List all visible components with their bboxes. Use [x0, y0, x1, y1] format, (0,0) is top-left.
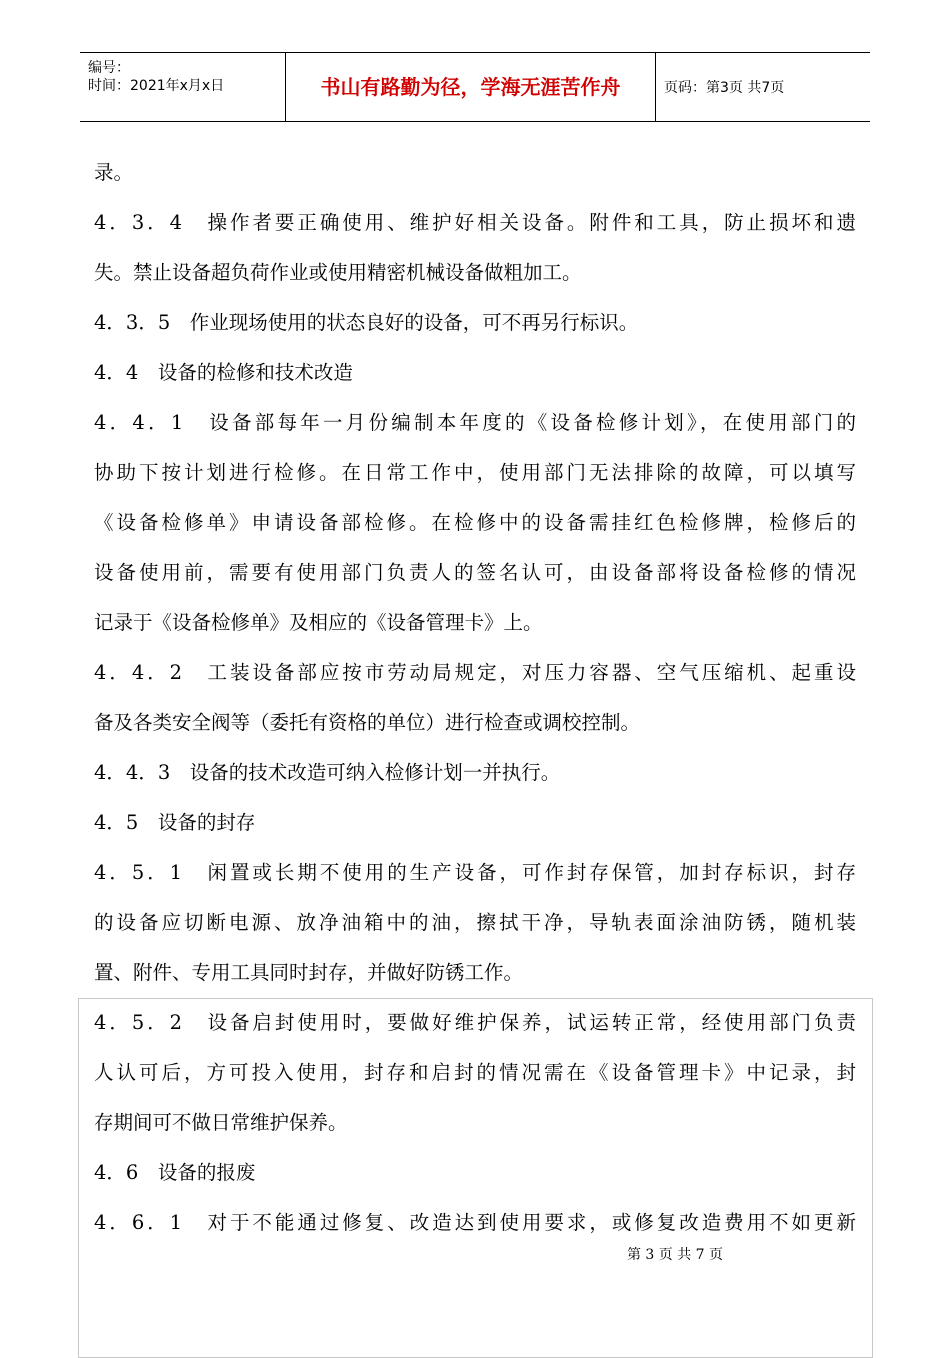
- text-line: 4．4．3 设备的技术改造可纳入检修计划一并执行。: [94, 761, 561, 784]
- page-footer: 第 3 页 共 7 页: [626, 1247, 724, 1263]
- text-line: 4．4．1 设备部每年一月份编制本年度的《设备检修计划》，在使用部门的: [94, 411, 856, 434]
- header-motto: 书山有路勤为径，学海无涯苦作舟: [320, 75, 621, 99]
- text-line: 4．3．4 操作者要正确使用、维护好相关设备。附件和工具，防止损坏和遗: [94, 211, 856, 234]
- text-line: 的设备应切断电源、放净油箱中的油，擦拭干净，导轨表面涂油防锈，随机装: [94, 911, 856, 934]
- header-divider: [655, 53, 656, 121]
- text-line: 置、附件、专用工具同时封存，并做好防锈工作。: [94, 961, 524, 984]
- text-line: 存期间可不做日常维护保养。: [94, 1111, 348, 1134]
- text-line: 4．3．5 作业现场使用的状态良好的设备，可不再另行标识。: [94, 311, 639, 334]
- text-line: 4．5．2 设备启封使用时，要做好维护保养，试运转正常，经使用部门负责: [94, 1011, 856, 1034]
- text-line: 备及各类安全阀等（委托有资格的单位）进行检查或调校控制。: [94, 711, 641, 734]
- header-meta: [88, 59, 224, 95]
- document-code-label: 编号：: [88, 60, 130, 76]
- text-line: 失。禁止设备超负荷作业或使用精密机械设备做粗加工。: [94, 261, 582, 284]
- text-line: 4．4．2 工装设备部应按市劳动局规定，对压力容器、空气压缩机、起重设: [94, 661, 856, 684]
- section-heading: 4．4 设备的检修和技术改造: [94, 361, 353, 384]
- page-header: [80, 52, 870, 122]
- text-line: 设备使用前，需要有使用部门负责人的签名认可，由设备部将设备检修的情况: [94, 561, 856, 584]
- section-heading: 4．6 设备的报废: [94, 1161, 256, 1184]
- section-heading: 4．5 设备的封存: [94, 811, 256, 834]
- text-line: 4．5．1 闲置或长期不使用的生产设备，可作封存保管，加封存标识，封存: [94, 861, 856, 884]
- document-time: 时间：2021年x月x日: [88, 78, 225, 94]
- text-line: 协助下按计划进行检修。在日常工作中，使用部门无法排除的故障，可以填写: [94, 461, 856, 484]
- text-line: 记录于《设备检修单》及相应的《设备管理卡》上。: [94, 611, 543, 634]
- text-line: 人认可后，方可投入使用，封存和启封的情况需在《设备管理卡》中记录，封: [94, 1061, 856, 1084]
- header-page-info: 页码：第3页 共7页: [664, 80, 785, 96]
- text-line: 《设备检修单》申请设备部检修。在检修中的设备需挂红色检修牌，检修后的: [94, 511, 856, 534]
- text-line: 录。: [94, 161, 134, 184]
- text-line: 4．6．1 对于不能通过修复、改造达到使用要求，或修复改造费用不如更新: [94, 1211, 856, 1234]
